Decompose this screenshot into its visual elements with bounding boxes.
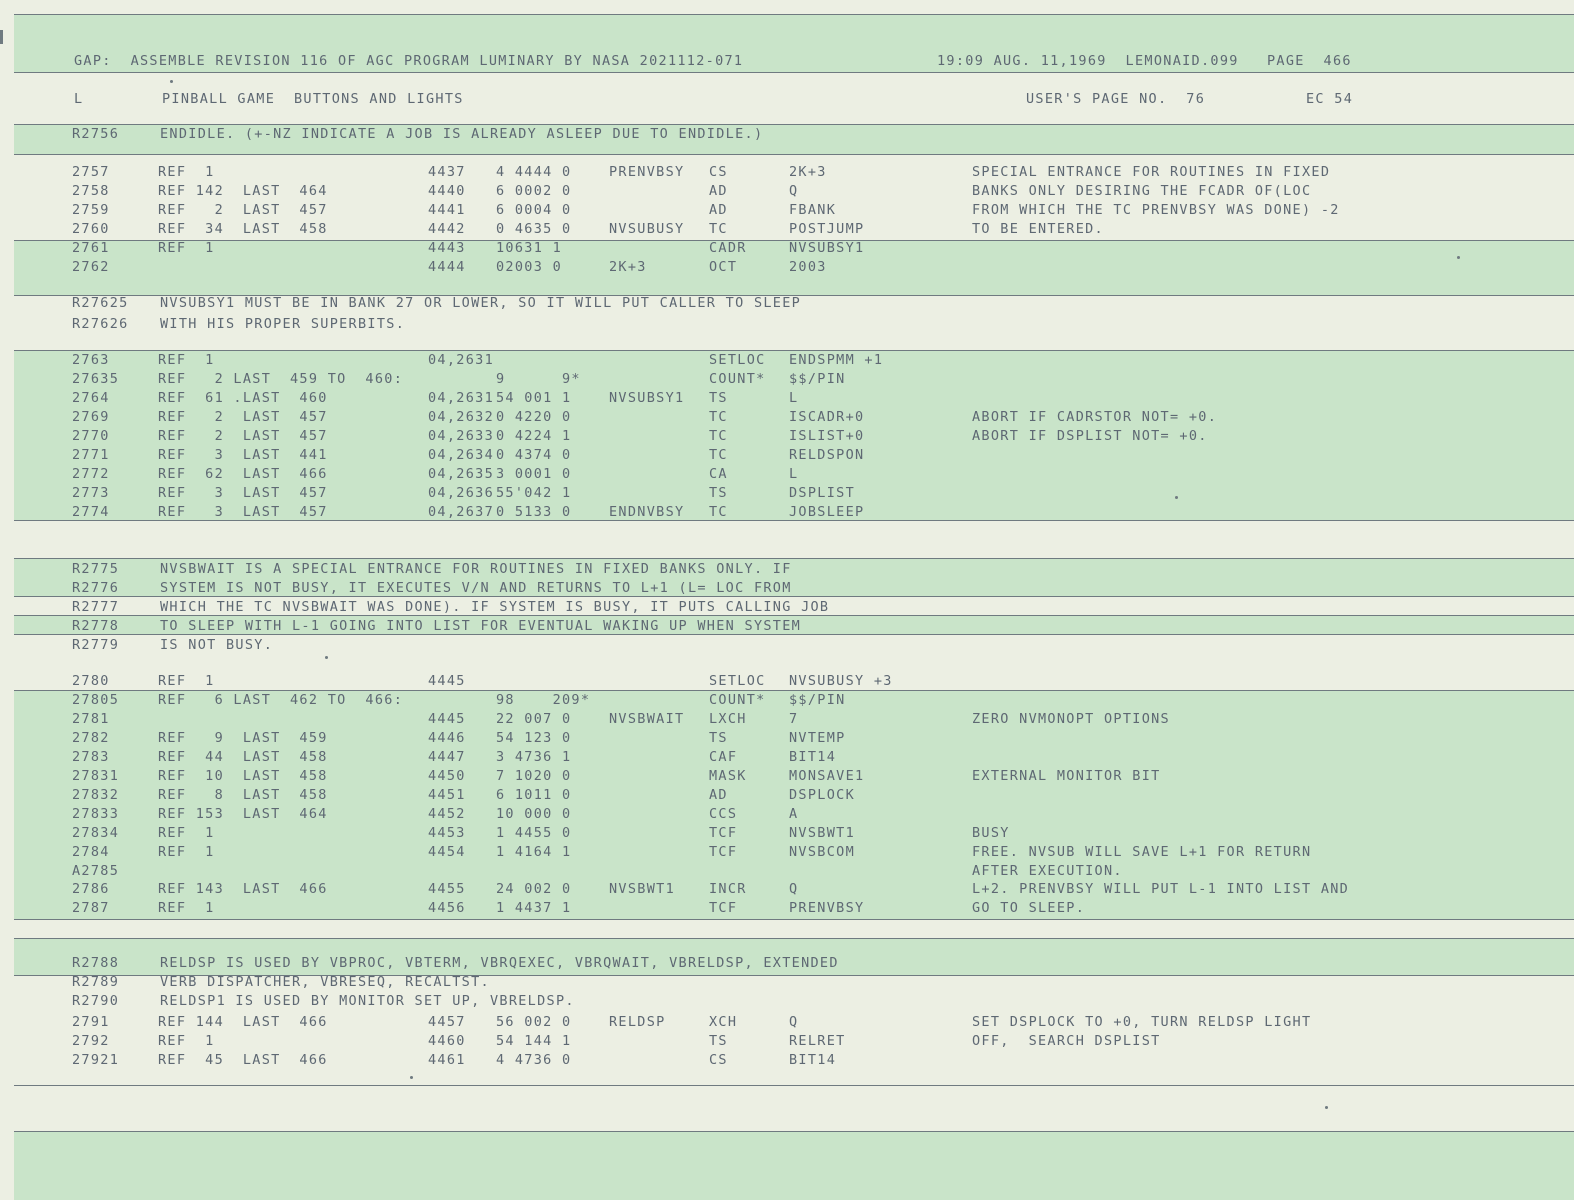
col-ref: REF 3 LAST 457 — [158, 504, 328, 520]
col-code: 1 4455 0 — [496, 825, 572, 841]
col-ref: REF 142 LAST 464 — [158, 183, 328, 199]
col-addr: 4444 — [428, 259, 466, 275]
col-operand: $$/PIN — [789, 371, 846, 387]
col-op: AD — [709, 183, 728, 199]
col-seq: 27635 — [72, 371, 120, 387]
col-seq: 2760 — [72, 221, 110, 237]
col-addr: 04,2635 — [428, 466, 494, 482]
rule-line — [14, 1131, 1574, 1132]
user-page-number: USER'S PAGE NO. 76 — [1026, 91, 1206, 107]
col-op: CCS — [709, 806, 738, 822]
col-label: 2K+3 — [609, 259, 647, 275]
col-seq: R2775 — [72, 561, 120, 577]
col-seq: 27834 — [72, 825, 120, 841]
col-seq: R27626 — [72, 316, 129, 332]
col-ref: SYSTEM IS NOT BUSY, IT EXECUTES V/N AND RETURNS TO L+1 (L= LOC FROM — [160, 580, 792, 596]
col-comment: ZERO NVMONOPT OPTIONS — [972, 711, 1170, 727]
col-op: OCT — [709, 259, 738, 275]
col-operand: RELDSPON — [789, 447, 865, 463]
col-comment: FREE. NVSUB WILL SAVE L+1 FOR RETURN — [972, 844, 1312, 860]
col-operand: 7 — [789, 711, 799, 727]
col-addr: 4443 — [428, 240, 466, 256]
col-ref: REF 1 — [158, 673, 215, 689]
col-ref: IS NOT BUSY. — [160, 637, 274, 653]
col-seq: 27832 — [72, 787, 120, 803]
col-seq: R2776 — [72, 580, 120, 596]
col-seq: 2781 — [72, 711, 110, 727]
col-seq: 2763 — [72, 352, 110, 368]
col-op: CA — [709, 466, 728, 482]
col-operand: FBANK — [789, 202, 837, 218]
col-ref: REF 61 .LAST 460 — [158, 390, 328, 406]
col-code: 6 1011 0 — [496, 787, 572, 803]
col-seq: 2757 — [72, 164, 110, 180]
col-code: 9 9* — [496, 371, 581, 387]
header-right: 19:09 AUG. 11,1969 LEMONAID.099 PAGE 466 — [937, 53, 1352, 69]
col-operand: 2K+3 — [789, 164, 827, 180]
col-comment: SPECIAL ENTRANCE FOR ROUTINES IN FIXED — [972, 164, 1331, 180]
col-ref: ENDIDLE. (+-NZ INDICATE A JOB IS ALREADY ASLEEP DUE TO ENDIDLE.) — [160, 126, 764, 142]
subheader-code: L — [74, 91, 84, 107]
col-seq: 2782 — [72, 730, 110, 746]
col-ref: REF 1 — [158, 1033, 215, 1049]
rule-line — [14, 938, 1574, 939]
col-code: 54 123 0 — [496, 730, 572, 746]
col-addr: 04,2631 — [428, 390, 494, 406]
col-op: SETLOC — [709, 352, 766, 368]
col-comment: L+2. PRENVBSY WILL PUT L-1 INTO LIST AND — [972, 881, 1350, 897]
col-code: 0 4635 0 — [496, 221, 572, 237]
col-label: PRENVBSY — [609, 164, 685, 180]
col-seq: R2779 — [72, 637, 120, 653]
col-addr: 4442 — [428, 221, 466, 237]
col-ref: REF 44 LAST 458 — [158, 749, 328, 765]
col-ref: REF 8 LAST 458 — [158, 787, 328, 803]
rule-line — [14, 919, 1574, 920]
col-op: TCF — [709, 900, 738, 916]
col-ref: REF 2 LAST 457 — [158, 409, 328, 425]
col-operand: Q — [789, 1014, 799, 1030]
col-comment: EXTERNAL MONITOR BIT — [972, 768, 1161, 784]
col-code: 02003 0 — [496, 259, 562, 275]
col-ref: REF 10 LAST 458 — [158, 768, 328, 784]
col-seq: 2780 — [72, 673, 110, 689]
col-comment: SET DSPLOCK TO +0, TURN RELDSP LIGHT — [972, 1014, 1312, 1030]
ink-speck — [1457, 256, 1460, 259]
col-operand: DSPLOCK — [789, 787, 855, 803]
col-label: ENDNVBSY — [609, 504, 685, 520]
col-operand: ISLIST+0 — [789, 428, 865, 444]
col-addr: 4445 — [428, 711, 466, 727]
col-operand: NVSUBUSY +3 — [789, 673, 893, 689]
col-seq: 27833 — [72, 806, 120, 822]
col-operand: PRENVBSY — [789, 900, 865, 916]
col-seq: 2758 — [72, 183, 110, 199]
col-code: 56 002 0 — [496, 1014, 572, 1030]
col-seq: R2777 — [72, 599, 120, 615]
col-ref: REF 62 LAST 466 — [158, 466, 328, 482]
col-code: 6 0004 0 — [496, 202, 572, 218]
col-seq: 2786 — [72, 881, 110, 897]
col-code: 0 5133 0 — [496, 504, 572, 520]
col-op: CAF — [709, 749, 738, 765]
col-addr: 4456 — [428, 900, 466, 916]
col-addr: 4460 — [428, 1033, 466, 1049]
rule-line — [14, 558, 1574, 559]
col-ref: NVSBWAIT IS A SPECIAL ENTRANCE FOR ROUTINES IN FIXED BANKS ONLY. IF — [160, 561, 792, 577]
col-seq: 2783 — [72, 749, 110, 765]
col-comment: TO BE ENTERED. — [972, 221, 1104, 237]
rule-line — [14, 154, 1574, 155]
col-op: SETLOC — [709, 673, 766, 689]
col-op: TC — [709, 221, 728, 237]
col-seq: 2761 — [72, 240, 110, 256]
col-addr: 04,2631 — [428, 352, 494, 368]
col-ref: REF 1 — [158, 825, 215, 841]
header-left: GAP: ASSEMBLE REVISION 116 OF AGC PROGRAM LUMINARY BY NASA 2021112-071 — [74, 53, 744, 69]
col-ref: REF 144 LAST 466 — [158, 1014, 328, 1030]
col-op: INCR — [709, 881, 747, 897]
col-ref: REF 45 LAST 466 — [158, 1052, 328, 1068]
col-ref: REF 9 LAST 459 — [158, 730, 328, 746]
rule-line — [14, 14, 1574, 15]
ink-speck — [1325, 1106, 1328, 1109]
col-code: 98 209* — [496, 692, 591, 708]
col-ref: REF 34 LAST 458 — [158, 221, 328, 237]
col-label: NVSUBSY1 — [609, 390, 685, 406]
col-operand: RELRET — [789, 1033, 846, 1049]
col-seq: 2764 — [72, 390, 110, 406]
col-operand: NVTEMP — [789, 730, 846, 746]
col-seq: 2762 — [72, 259, 110, 275]
col-op: CS — [709, 164, 728, 180]
col-ref: REF 1 — [158, 900, 215, 916]
col-op: COUNT* — [709, 692, 766, 708]
col-operand: 2003 — [789, 259, 827, 275]
ec-number: EC 54 — [1306, 91, 1354, 107]
col-addr: 4457 — [428, 1014, 466, 1030]
col-code: 4 4444 0 — [496, 164, 572, 180]
subheader-title: PINBALL GAME BUTTONS AND LIGHTS — [162, 91, 464, 107]
col-operand: ISCADR+0 — [789, 409, 865, 425]
col-addr: 04,2636 — [428, 485, 494, 501]
col-code: 22 007 0 — [496, 711, 572, 727]
binder-hole — [0, 30, 3, 44]
col-addr: 4452 — [428, 806, 466, 822]
col-operand: NVSUBSY1 — [789, 240, 865, 256]
col-seq: R2778 — [72, 618, 120, 634]
col-op: TC — [709, 504, 728, 520]
col-ref: REF 2 LAST 457 — [158, 428, 328, 444]
col-addr: 4440 — [428, 183, 466, 199]
col-operand: A — [789, 806, 799, 822]
col-seq: 2791 — [72, 1014, 110, 1030]
col-ref: REF 1 — [158, 844, 215, 860]
col-seq: R27625 — [72, 295, 129, 311]
col-operand: MONSAVE1 — [789, 768, 865, 784]
rule-line — [14, 1085, 1574, 1086]
ink-speck — [1175, 496, 1178, 499]
col-ref: REF 153 LAST 464 — [158, 806, 328, 822]
col-op: AD — [709, 202, 728, 218]
col-comment: OFF, SEARCH DSPLIST — [972, 1033, 1161, 1049]
col-addr: 04,2633 — [428, 428, 494, 444]
col-comment: BUSY — [972, 825, 1010, 841]
col-operand: POSTJUMP — [789, 221, 865, 237]
col-label: NVSUBUSY — [609, 221, 685, 237]
col-comment: AFTER EXECUTION. — [972, 863, 1123, 879]
col-ref: WHICH THE TC NVSBWAIT WAS DONE). IF SYSTEM IS BUSY, IT PUTS CALLING JOB — [160, 599, 830, 615]
col-comment: FROM WHICH THE TC PRENVBSY WAS DONE) -2 — [972, 202, 1340, 218]
col-ref: NVSUBSY1 MUST BE IN BANK 27 OR LOWER, SO IT WILL PUT CALLER TO SLEEP — [160, 295, 802, 311]
ink-speck — [410, 1076, 413, 1079]
col-operand: Q — [789, 881, 799, 897]
col-code: 54 144 1 — [496, 1033, 572, 1049]
col-code: 6 0002 0 — [496, 183, 572, 199]
col-seq: 2759 — [72, 202, 110, 218]
col-seq: 2769 — [72, 409, 110, 425]
col-op: TC — [709, 428, 728, 444]
col-seq: R2789 — [72, 974, 120, 990]
col-code: 1 4437 1 — [496, 900, 572, 916]
col-ref: REF 3 LAST 457 — [158, 485, 328, 501]
col-ref: RELDSP IS USED BY VBPROC, VBTERM, VBRQEXEC, VBRQWAIT, VBRELDSP, EXTENDED — [160, 955, 839, 971]
col-op: XCH — [709, 1014, 738, 1030]
col-addr: 4446 — [428, 730, 466, 746]
ink-speck — [170, 80, 173, 83]
col-operand: ENDSPMM +1 — [789, 352, 884, 368]
col-seq: R2790 — [72, 993, 120, 1009]
col-seq: 2787 — [72, 900, 110, 916]
col-addr: 4445 — [428, 673, 466, 689]
col-ref: TO SLEEP WITH L-1 GOING INTO LIST FOR EVENTUAL WAKING UP WHEN SYSTEM — [160, 618, 802, 634]
col-ref: REF 1 — [158, 240, 215, 256]
col-ref: REF 2 LAST 459 TO 460: — [158, 371, 404, 387]
col-operand: BIT14 — [789, 1052, 837, 1068]
col-operand: JOBSLEEP — [789, 504, 865, 520]
col-code: 54 001 1 — [496, 390, 572, 406]
col-op: CS — [709, 1052, 728, 1068]
col-operand: DSPLIST — [789, 485, 855, 501]
col-addr: 4451 — [428, 787, 466, 803]
col-op: TCF — [709, 844, 738, 860]
col-ref: REF 6 LAST 462 TO 466: — [158, 692, 404, 708]
col-code: 10631 1 — [496, 240, 562, 256]
col-op: TS — [709, 1033, 728, 1049]
col-addr: 4453 — [428, 825, 466, 841]
col-seq: 27805 — [72, 692, 120, 708]
col-addr: 04,2632 — [428, 409, 494, 425]
col-addr: 4461 — [428, 1052, 466, 1068]
col-comment: ABORT IF DSPLIST NOT= +0. — [972, 428, 1208, 444]
col-addr: 4454 — [428, 844, 466, 860]
col-op: AD — [709, 787, 728, 803]
col-ref: REF 2 LAST 457 — [158, 202, 328, 218]
col-seq: 2792 — [72, 1033, 110, 1049]
col-ref: REF 1 — [158, 352, 215, 368]
col-operand: NVSBCOM — [789, 844, 855, 860]
print-band — [14, 1131, 1574, 1200]
col-seq: 2784 — [72, 844, 110, 860]
col-addr: 4455 — [428, 881, 466, 897]
col-seq: A2785 — [72, 863, 120, 879]
col-seq: R2788 — [72, 955, 120, 971]
col-code: 3 4736 1 — [496, 749, 572, 765]
col-op: TCF — [709, 825, 738, 841]
col-op: TS — [709, 485, 728, 501]
col-op: COUNT* — [709, 371, 766, 387]
col-seq: R2756 — [72, 126, 120, 142]
col-seq: 27831 — [72, 768, 120, 784]
col-seq: 2772 — [72, 466, 110, 482]
rule-line — [14, 72, 1574, 73]
col-addr: 04,2634 — [428, 447, 494, 463]
col-code: 3 0001 0 — [496, 466, 572, 482]
col-code: 0 4374 0 — [496, 447, 572, 463]
col-code: 1 4164 1 — [496, 844, 572, 860]
col-operand: L — [789, 390, 799, 406]
col-operand: $$/PIN — [789, 692, 846, 708]
col-seq: 2770 — [72, 428, 110, 444]
col-operand: BIT14 — [789, 749, 837, 765]
col-code: 24 002 0 — [496, 881, 572, 897]
col-comment: BANKS ONLY DESIRING THE FCADR OF(LOC — [972, 183, 1312, 199]
col-seq: 2774 — [72, 504, 110, 520]
col-comment: GO TO SLEEP. — [972, 900, 1086, 916]
col-label: RELDSP — [609, 1014, 666, 1030]
col-op: TS — [709, 390, 728, 406]
col-operand: Q — [789, 183, 799, 199]
col-ref: WITH HIS PROPER SUPERBITS. — [160, 316, 406, 332]
col-operand: L — [789, 466, 799, 482]
col-op: TC — [709, 409, 728, 425]
col-addr: 4441 — [428, 202, 466, 218]
col-op: TS — [709, 730, 728, 746]
col-code: 0 4220 0 — [496, 409, 572, 425]
col-addr: 4437 — [428, 164, 466, 180]
col-label: NVSBWAIT — [609, 711, 685, 727]
col-ref: REF 143 LAST 466 — [158, 881, 328, 897]
col-ref: REF 1 — [158, 164, 215, 180]
col-seq: 2771 — [72, 447, 110, 463]
col-code: 4 4736 0 — [496, 1052, 572, 1068]
col-comment: ABORT IF CADRSTOR NOT= +0. — [972, 409, 1218, 425]
col-label: NVSBWT1 — [609, 881, 675, 897]
col-code: 7 1020 0 — [496, 768, 572, 784]
col-op: MASK — [709, 768, 747, 784]
col-op: CADR — [709, 240, 747, 256]
col-ref: RELDSP1 IS USED BY MONITOR SET UP, VBRELDSP. — [160, 993, 575, 1009]
col-addr: 4447 — [428, 749, 466, 765]
col-seq: 2773 — [72, 485, 110, 501]
col-code: 0 4224 1 — [496, 428, 572, 444]
col-code: 55'042 1 — [496, 485, 572, 501]
col-op: LXCH — [709, 711, 747, 727]
col-ref: VERB DISPATCHER, VBRESEQ, RECALTST. — [160, 974, 490, 990]
col-code: 10 000 0 — [496, 806, 572, 822]
col-addr: 4450 — [428, 768, 466, 784]
col-seq: 27921 — [72, 1052, 120, 1068]
col-op: TC — [709, 447, 728, 463]
col-ref: REF 3 LAST 441 — [158, 447, 328, 463]
ink-speck — [325, 656, 328, 659]
col-operand: NVSBWT1 — [789, 825, 855, 841]
col-addr: 04,2637 — [428, 504, 494, 520]
